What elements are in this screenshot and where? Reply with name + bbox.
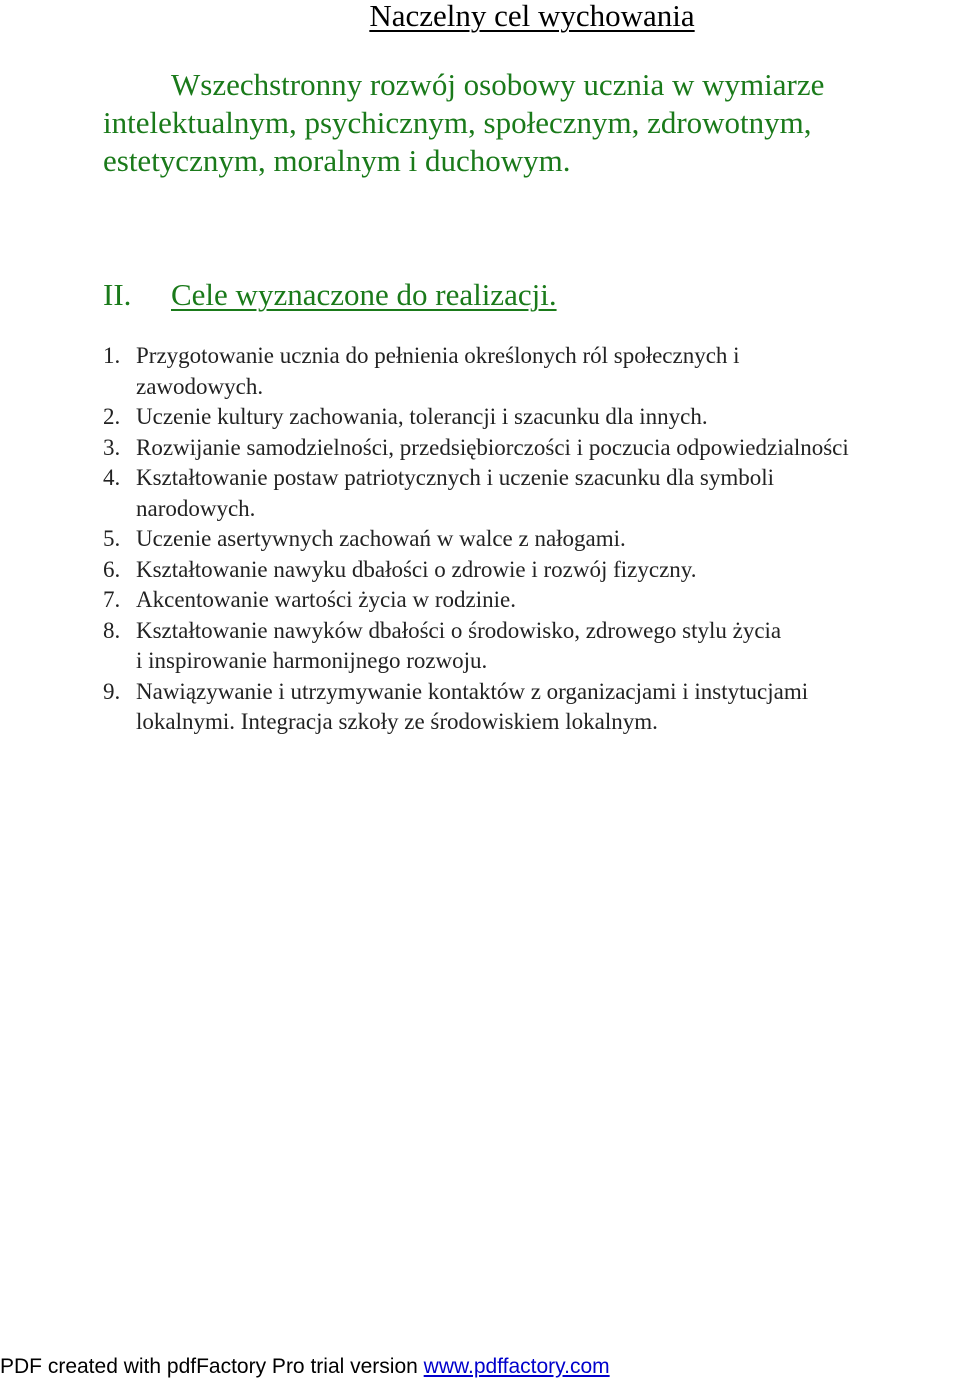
list-item-text: Uczenie asertywnych zachowań w walce z nałogami. (136, 526, 626, 551)
main-goal-line: Wszechstronny rozwój osobowy ucznia w wymiarze (171, 67, 825, 102)
list-item-text: Przygotowanie ucznia do pełnienia określonych ról społecznych i (136, 343, 740, 368)
list-item (103, 433, 960, 464)
list-item-text: Nawiązywanie i utrzymywanie kontaktów z organizacjami i instytucjami (136, 678, 809, 704)
list-item (103, 524, 960, 555)
goals-list (103, 341, 960, 738)
page-title: Naczelny cel wychowania (369, 0, 695, 33)
pdf-footer (0, 1353, 610, 1381)
list-item-number: 4. (103, 465, 121, 490)
list-item (103, 616, 960, 677)
list-item (103, 402, 960, 433)
list-item-text: Akcentowanie wartości życia w rodzinie. (136, 587, 516, 612)
section-title: Cele wyznaczone do realizacji. (171, 277, 557, 312)
main-goal-line: intelektualnym, psychicznym, społecznym, zdrowotnym, (103, 105, 812, 140)
list-item-number: 1. (103, 343, 121, 368)
list-item-number: 5. (103, 526, 121, 551)
list-item-text: Rozwijanie samodzielności, przedsiębiorczości i poczucia odpowiedzialności (136, 434, 849, 460)
list-item (103, 463, 960, 524)
list-item (103, 677, 960, 738)
footer-link[interactable]: www.pdffactory.com (423, 1355, 610, 1378)
footer-text: PDF created with pdfFactory Pro trial version (0, 1355, 424, 1378)
list-item-number: 2. (103, 404, 121, 429)
list-item-text: i inspirowanie harmonijnego rozwoju. (136, 648, 488, 673)
list-item-text: Kształtowanie postaw patriotycznych i uczenie szacunku dla symboli (136, 465, 775, 490)
list-item-text: Kształtowanie nawyków dbałości o środowisko, zdrowego stylu życia (136, 617, 782, 643)
list-item-number: 6. (103, 556, 121, 582)
list-item-text: lokalnymi. Integracja szkoły ze środowiskiem lokalnym. (136, 709, 658, 734)
list-item-text: zawodowych. (136, 373, 264, 399)
list-item-number: 3. (103, 434, 121, 460)
list-item-text: Kształtowanie nawyku dbałości o zdrowie i rozwój fizyczny. (136, 556, 697, 582)
list-item (103, 341, 960, 402)
list-item-number: 9. (103, 678, 121, 704)
list-item (103, 555, 960, 586)
section-number: II. (103, 277, 132, 312)
list-item-text: narodowych. (136, 495, 256, 521)
list-item-text: Uczenie kultury zachowania, tolerancji i szacunku dla innych. (136, 404, 708, 429)
main-goal-paragraph (103, 66, 960, 180)
section-heading (103, 276, 557, 314)
list-item-number: 8. (103, 617, 121, 643)
list-item (103, 585, 960, 616)
list-item-number: 7. (103, 587, 121, 612)
main-goal-line: estetycznym, moralnym i duchowym. (103, 143, 571, 178)
